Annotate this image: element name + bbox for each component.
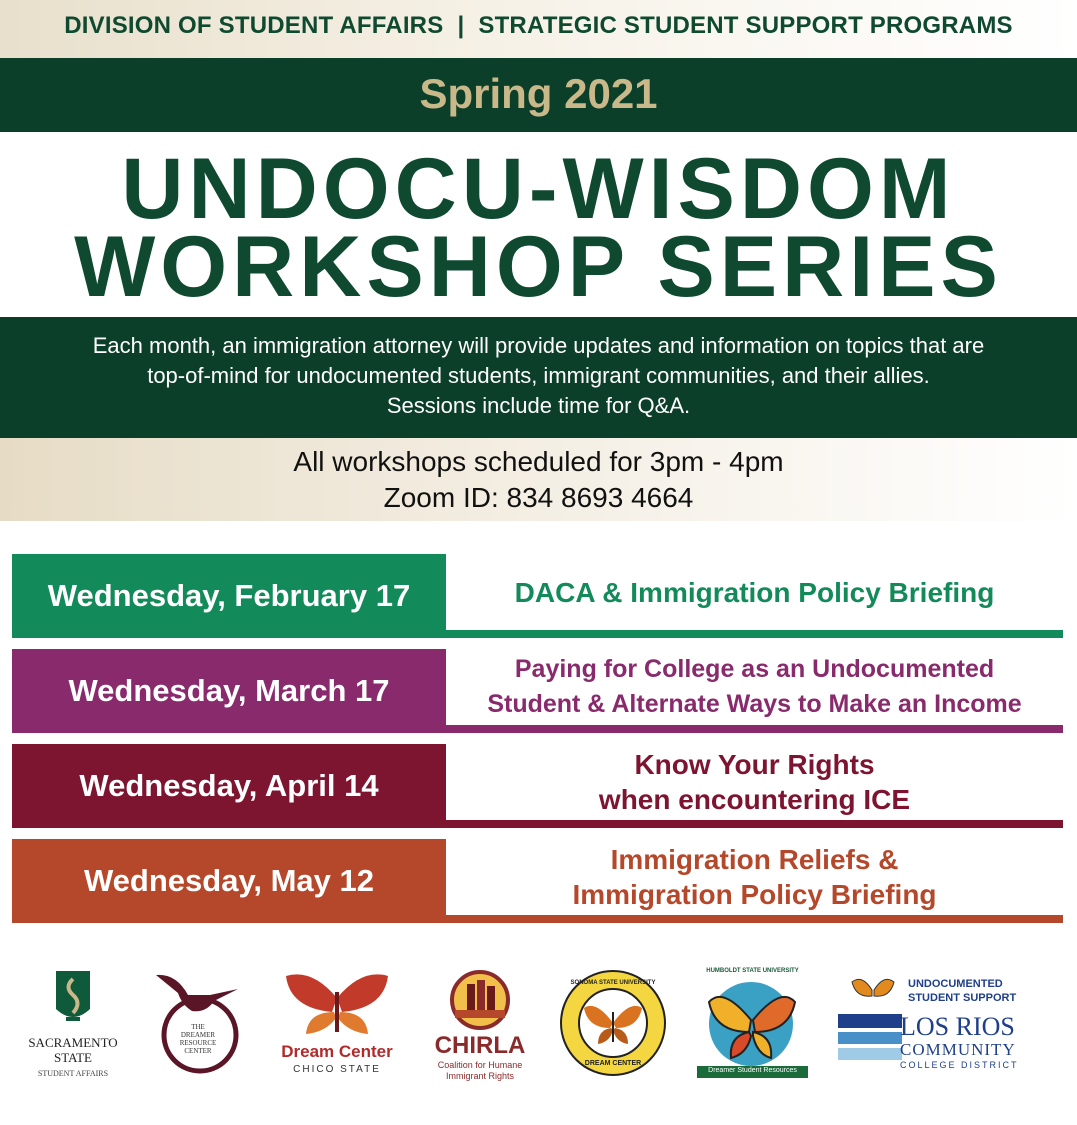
description	[10, 331, 1067, 421]
description-line-2: top-of-mind for undocumented students, immigrant communities, and their allies.	[147, 363, 930, 388]
session-date: Wednesday, March 17	[12, 649, 446, 733]
humboldt-butterfly-icon	[695, 968, 810, 1080]
session-date: Wednesday, May 12	[12, 839, 446, 923]
humboldt-dreamer-logo	[695, 968, 810, 1080]
butterfly-icon	[272, 968, 402, 1040]
session-topic-line-1: Immigration Reliefs &	[610, 844, 899, 875]
sac-state-line-3: STUDENT AFFAIRS	[37, 1069, 109, 1078]
dreamer-line-2: DREAMER	[180, 1031, 216, 1039]
session-row	[12, 744, 1063, 828]
season-band	[0, 58, 1077, 132]
los-rios-line-4: COMMUNITY	[900, 1040, 1016, 1059]
dreamer-line-1: THE	[191, 1023, 205, 1031]
session-row	[12, 649, 1063, 733]
session-topic-line-2: Student & Alternate Ways to Make an Income	[487, 690, 1022, 718]
los-rios-line-1: UNDOCUMENTED	[908, 978, 1003, 990]
dreamer-line-3: RESOURCE	[179, 1039, 217, 1047]
session-topic-line-1: Know Your Rights	[634, 749, 875, 780]
description-line-1: Each month, an immigration attorney will provide updates and information on topics that are	[92, 333, 985, 358]
session-topic	[446, 744, 1063, 820]
los-rios-logo	[832, 968, 1047, 1080]
session-underline	[446, 915, 1063, 923]
description-line-3: Sessions include time for Q&A.	[386, 393, 691, 418]
header-text	[0, 12, 1077, 40]
dreamer-resource-center-logo	[148, 965, 248, 1080]
dreamer-line-4: CENTER	[184, 1047, 212, 1055]
session-row	[12, 554, 1063, 638]
sac-state-line-2: STATE	[54, 1050, 92, 1065]
session-date: Wednesday, April 14	[12, 744, 446, 828]
season-label: Spring 2021	[419, 70, 658, 117]
sonoma-ring-bottom: DREAM CENTER	[584, 1060, 642, 1067]
header-band	[0, 0, 1077, 58]
chirla-line-2: Immigrant Rights	[445, 1071, 515, 1081]
los-rios-line-3: LOS RIOS	[900, 1012, 1015, 1041]
session-underline	[446, 630, 1063, 638]
session-row	[12, 839, 1063, 923]
session-topic-line-1: Paying for College as an Undocumented	[514, 655, 995, 683]
humboldt-bottom: Dreamer Student Resources	[708, 1067, 797, 1074]
sac-state-emblem-icon	[18, 965, 128, 1035]
title-line-1: UNDOCU-WISDOM	[121, 141, 956, 237]
session-underline	[446, 725, 1063, 733]
chirla-line-1: Coalition for Humane	[437, 1060, 523, 1070]
sacramento-state-logo	[18, 965, 128, 1083]
zoom-id: Zoom ID: 834 8693 4664	[383, 482, 694, 513]
division-label: DIVISION OF STUDENT AFFAIRS	[64, 12, 444, 39]
header-separator: |	[457, 12, 465, 39]
sonoma-state-dream-center-logo	[558, 968, 668, 1078]
chirla-logo	[425, 968, 535, 1083]
dream-center-name: Dream Center	[281, 1042, 393, 1061]
workshop-time: All workshops scheduled for 3pm - 4pm	[293, 446, 784, 477]
session-topic	[446, 839, 1063, 915]
session-topic	[446, 554, 1063, 630]
sac-state-line-1: SACRAMENTO	[28, 1035, 118, 1050]
description-band	[0, 317, 1077, 438]
chirla-name: CHIRLA	[434, 1032, 526, 1059]
session-topic-line-1: DACA & Immigration Policy Briefing	[514, 576, 995, 608]
sonoma-ring-top: SONOMA STATE UNIVERSITY	[570, 980, 656, 986]
session-topic-line-2: Immigration Policy Briefing	[572, 879, 937, 910]
program-label: STRATEGIC STUDENT SUPPORT PROGRAMS	[478, 12, 1013, 39]
session-underline	[446, 820, 1063, 828]
schedule-info-band	[0, 438, 1077, 521]
title-line-2: WORKSHOP SERIES	[74, 219, 1003, 315]
dream-center-chico-logo	[272, 968, 402, 1080]
session-topic	[446, 649, 1063, 725]
los-rios-line-2: STUDENT SUPPORT	[908, 992, 1017, 1004]
session-topic-line-2: when encountering ICE	[598, 784, 911, 815]
dream-center-school: CHICO STATE	[293, 1064, 381, 1075]
los-rios-line-5: COLLEGE DISTRICT	[900, 1060, 1019, 1070]
session-date: Wednesday, February 17	[12, 554, 446, 638]
chirla-emblem-icon	[425, 968, 535, 1034]
humboldt-top: HUMBOLDT STATE UNIVERSITY	[706, 968, 799, 974]
